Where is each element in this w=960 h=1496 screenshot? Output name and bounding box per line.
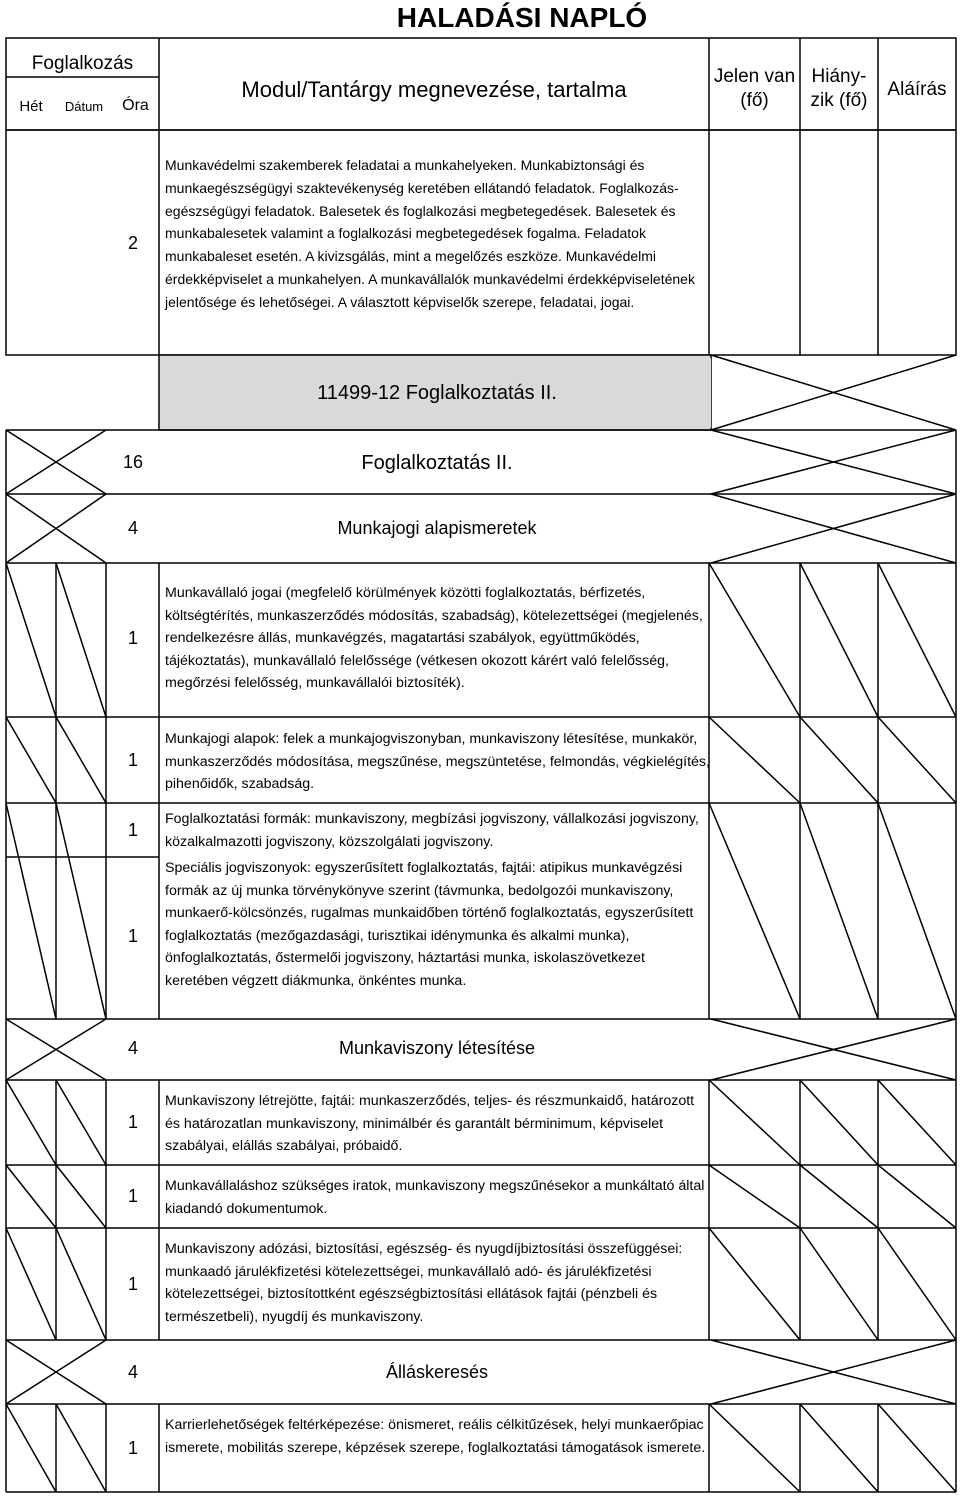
row-text: Speciális jogviszonyok: egyszerűsített foglalkoztatás, fajtái: atipikus munkavégzési formák az új munka törvénykönyve szerint (távmunka, bedolgozói munkaviszony, munkaerő-kölcsönzés, rugalmas munkaidőben történő foglalkoztatás, egyszerűsített foglalkoztatás (mezőgazdasági, turisztikai idénymunka és alkalmi munka), önfoglalkoztatás, őstermelői jogviszony, háztartási munka, iskolaszövetkezet keretében végzett diákmunka, önkéntes munka. (165, 860, 694, 989)
header-het: Hét (19, 98, 43, 115)
row-hours: 1 (127, 1438, 138, 1458)
subject-hours: 16 (122, 452, 144, 472)
row-hours: 1 (127, 926, 138, 946)
row-hours: 1 (127, 628, 138, 648)
row-text: Munkajogi alapok: felek a munkajogviszonyban, munkaviszony létesítése, munkakör, munkaszerződés módosítása, megszűnése, megszüntetése, felmondás, végkielégítés, pihenőidők, szabadság. (165, 731, 710, 792)
subject-name: Foglalkoztatás II. (361, 452, 513, 474)
row-text: Munkavállaló jogai (megfelelő körülmények közötti foglalkoztatás, bérfizetés, költségtérítés, munkaszerződés módosítás, szabadság), kötelezettségei (megjelenés, rendelkezésre állás, munkavégzés, magatartási szabályok, együttműködés, tájékoztatás), munkavállaló felelőssége (vétkesen okozott kárért való felelősség, megőrzési felelősség, munkavállalói biztosíték). (165, 585, 703, 691)
row-hours: 1 (127, 1112, 138, 1132)
header-ora: Óra (122, 97, 149, 114)
section-title: Munkajogi alapismeretek (337, 518, 537, 538)
section-hours: 4 (127, 1038, 138, 1058)
module-title: 11499-12 Foglalkoztatás II. (163, 358, 711, 428)
section-hours: 4 (127, 1362, 138, 1382)
row-text: Munkaviszony létrejötte, fajtái: munkaszerződés, teljes- és részmunkaidő, határozott és határozatlan munkaviszony, minimálbér és garantált bérminimum, képviselet szabályai, elállás szabályai, próbaidő. (165, 1093, 695, 1154)
row-text: Munkavállaláshoz szükséges iratok, munkaviszony megszűnésekor a munkáltató által kiadandó dokumentumok. (165, 1178, 705, 1217)
section-title: Álláskeresés (385, 1362, 489, 1382)
header-datum: Dátum (64, 99, 104, 114)
header-jelen: Jelen van (fő) (713, 66, 796, 111)
page-title: HALADÁSI NAPLÓ (396, 2, 648, 33)
row-hours: 1 (127, 1274, 138, 1294)
first-row-text: Munkavédelmi szakemberek feladatai a munkahelyeken. Munkabiztonsági és munkaegészségügyi szaktevékenység keretében ellátandó feladatok. Foglalkozás-egészségügyi feladatok. Balesetek és foglalkozási megbetegedések. Balesetek és munkabalesetek valamint a foglalkozási megbetegedések fogalma. Feladatok munkabaleset esetén. A kivizsgálás, mint a megelőzés eszköze. Munkavédelmi érdekképviselet a munkahelyen. A munkavállalók munkavédelmi érdekképviseletének jelentősége és lehetőségei. A választott képviselők szerepe, feladatai, jogai. (165, 157, 695, 310)
header-hiany: Hiány- zik (fő) (810, 66, 868, 111)
row-hours: 1 (127, 820, 138, 840)
row-text: Foglalkoztatási formák: munkaviszony, megbízási jogviszony, vállalkozási jogviszony, közalkalmazotti jogviszony, közszolgálati jogviszony. (165, 811, 699, 850)
section-title: Munkaviszony létesítése (338, 1038, 536, 1058)
row-hours: 1 (127, 750, 138, 770)
row-text: Munkaviszony adózási, biztosítási, egészség- és nyugdíjbiztosítási összefüggései: munkaadó járulékfizetési kötelezettségei, munkavállaló adó- és járulékfizetési kötelezettségei, biztosítottként egészségbiztosítási ellátások fajtái (pénzbeli és természetbeli), nyugdíj és munkaviszony. (165, 1241, 683, 1325)
row-hours: 1 (127, 1186, 138, 1206)
header-alairas: Aláírás (887, 79, 947, 100)
first-row-hours: 2 (127, 233, 138, 253)
header-modul: Modul/Tantárgy megnevezése, tartalma (241, 77, 627, 102)
row-text: Karrierlehetőségek feltérképezése: önismeret, reális célkitűzések, helyi munkaerőpiac ismerete, mobilitás szerepe, képzések szerepe, foglalkoztatási támogatások ismerete. (165, 1417, 706, 1456)
header-foglalkozas: Foglalkozás (31, 53, 134, 74)
section-hours: 4 (127, 518, 138, 538)
